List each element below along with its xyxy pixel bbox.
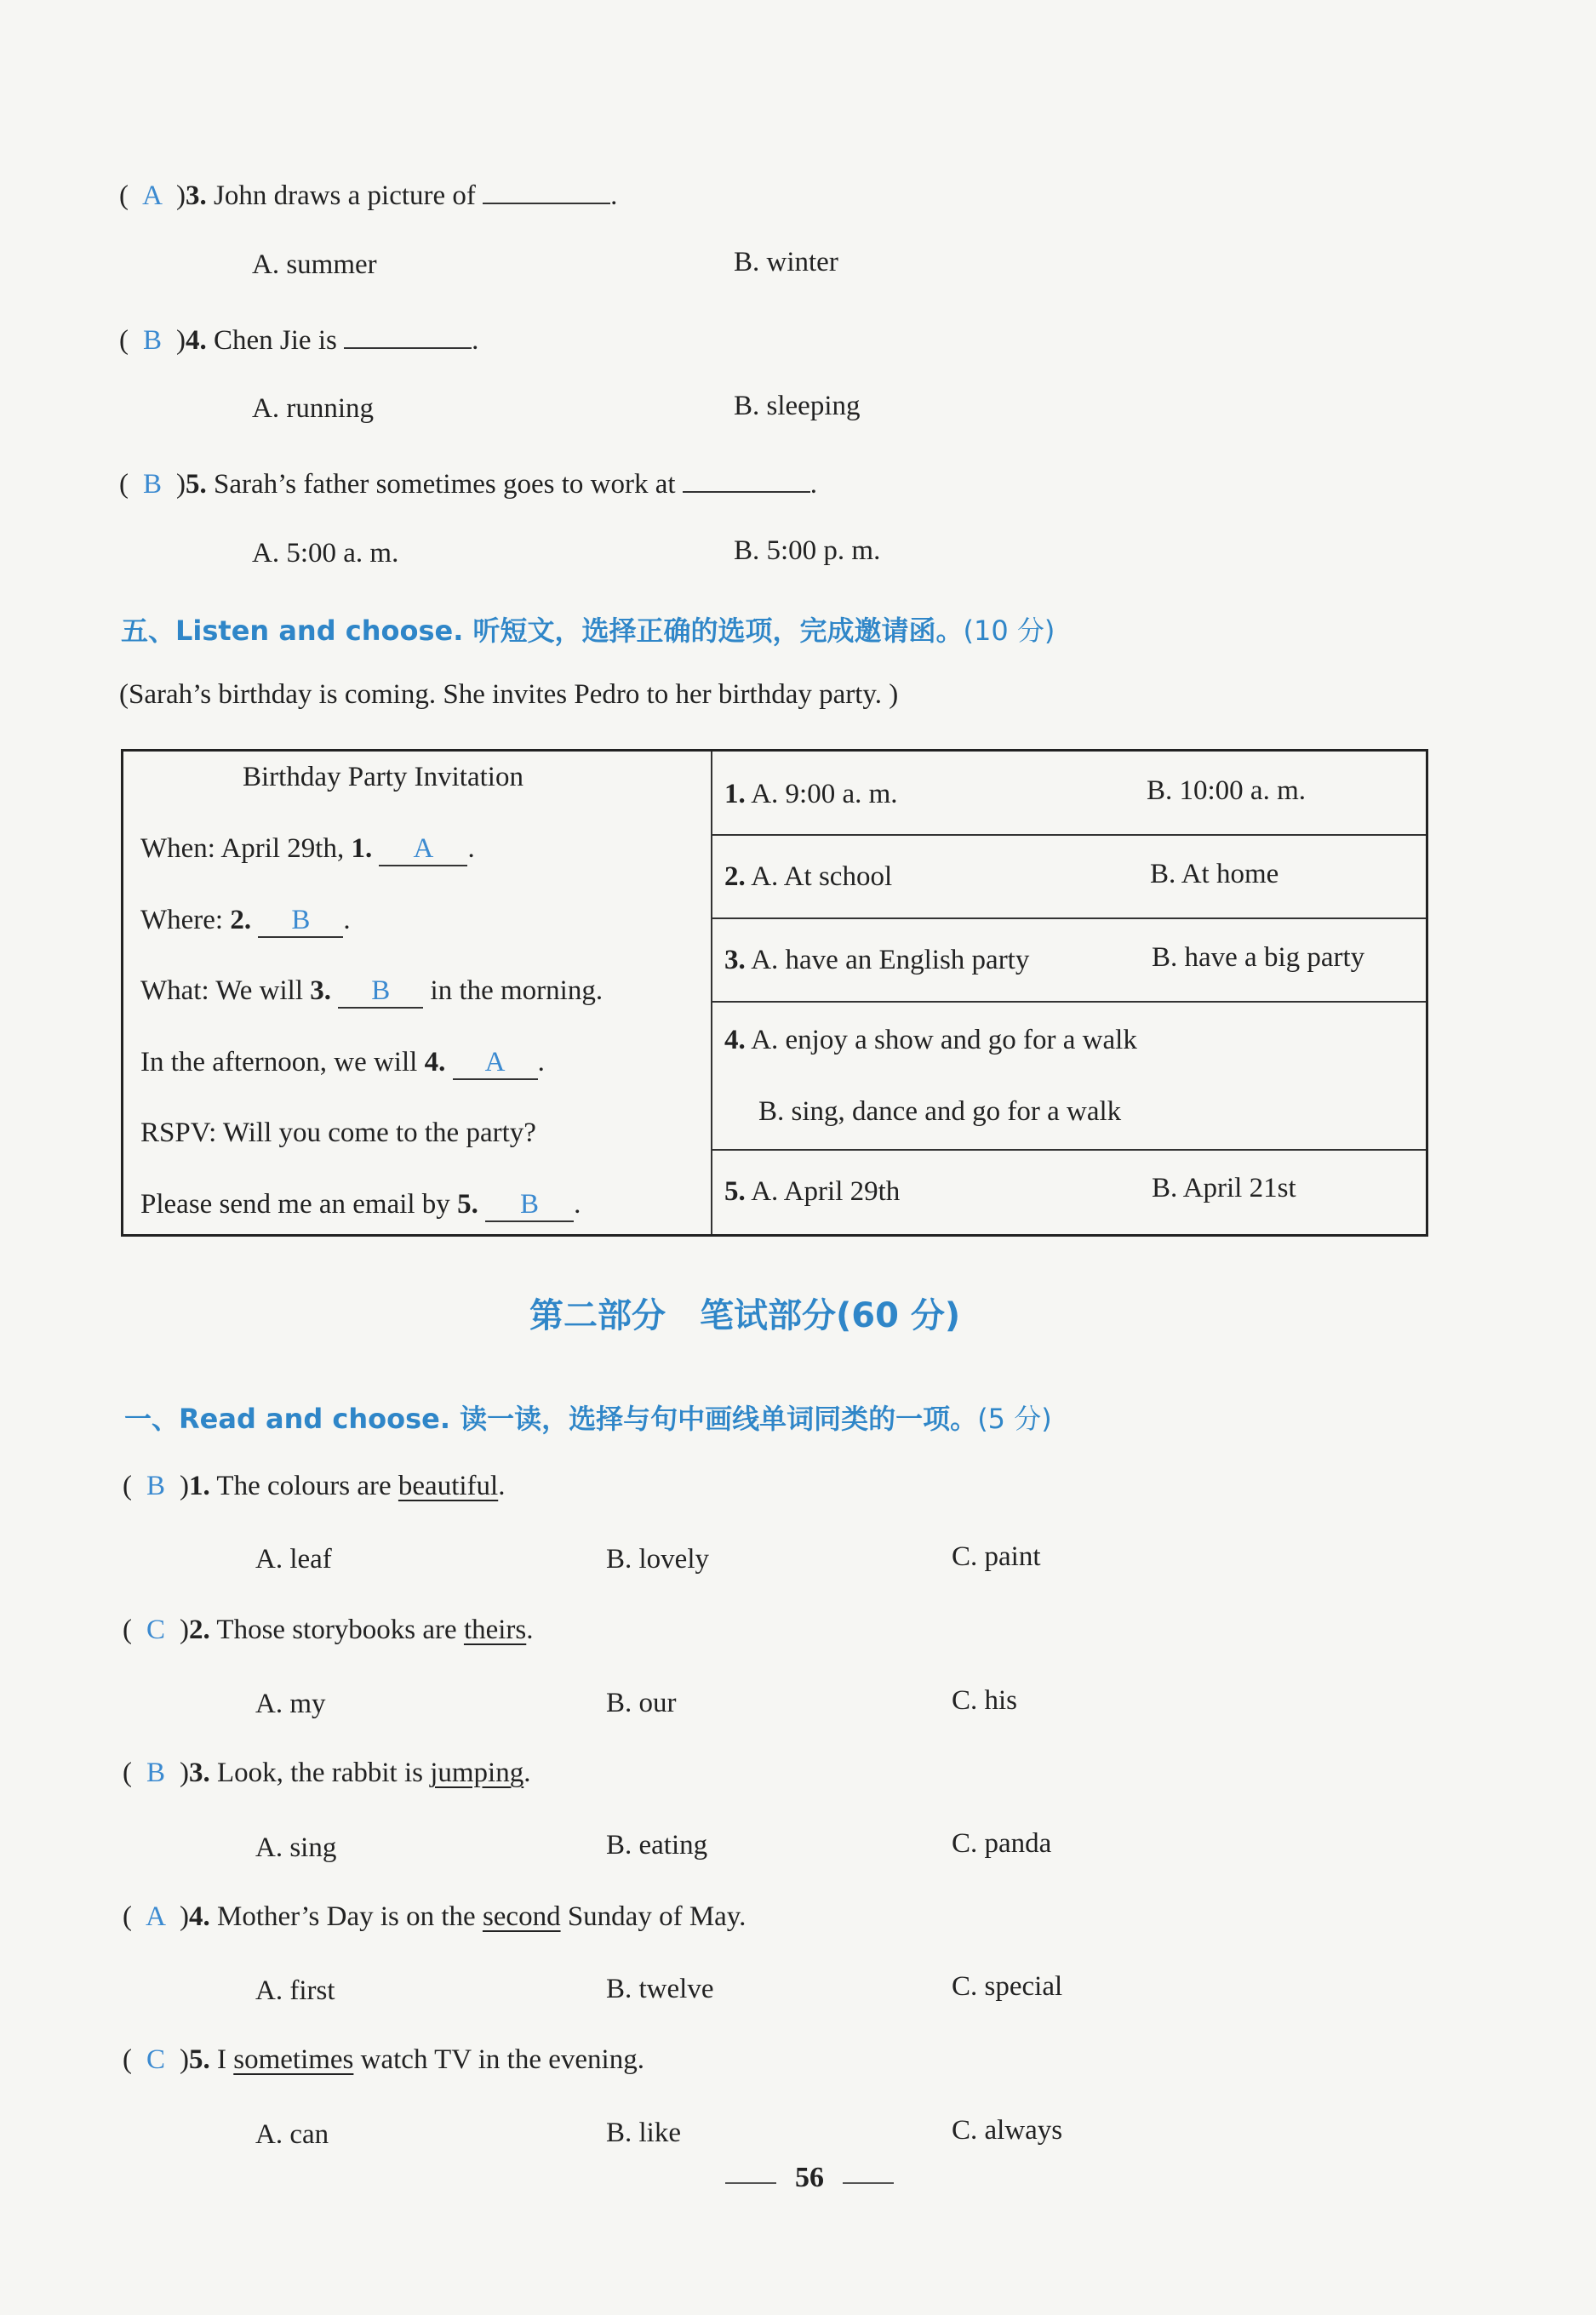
fill-blank-2: B <box>258 905 343 938</box>
underlined-word: beautiful <box>398 1471 499 1501</box>
option-row-4: 4. A. enjoy a show and go for a walk B. sing, dance and go for a walk <box>712 1002 1427 1150</box>
option-c: C. special <box>952 1971 1063 2002</box>
option-b: B. lovely <box>606 1544 709 1575</box>
read-question-1: ( B )1. The colours are beautiful. <box>123 1471 506 1501</box>
answer-mark: C <box>146 2044 165 2075</box>
answer-mark: B <box>146 1471 165 1501</box>
answer-mark: A <box>146 1901 166 1932</box>
option-a: A. can <box>255 2119 329 2150</box>
option-a: A. first <box>255 1975 335 2006</box>
answer-mark: B <box>142 325 162 356</box>
question-3: ( A )3. John draws a picture of . <box>119 177 617 212</box>
option-c: C. his <box>952 1685 1018 1716</box>
fill-blank-3: B <box>338 975 423 1009</box>
answer-blank <box>344 322 472 349</box>
option-c: C. always <box>952 2115 1063 2146</box>
invitation-card <box>123 751 712 1236</box>
option-a: A. 5:00 a. m. <box>252 538 399 569</box>
option-b: B. twelve <box>606 1974 714 2004</box>
option-b: B. winter <box>734 247 838 277</box>
fill-blank-4: A <box>453 1047 538 1080</box>
answer-mark: B <box>146 1758 165 1788</box>
answer-mark: C <box>146 1615 165 1645</box>
invitation-what: What: We will 3. B in the morning. <box>140 975 603 1009</box>
option-b: B. like <box>606 2118 681 2148</box>
fill-blank-5: B <box>485 1189 574 1222</box>
invitation-afternoon: In the afternoon, we will 4. A . <box>140 1047 545 1080</box>
section-5-context: (Sarah’s birthday is coming. She invites Pedro to her birthday party. ) <box>119 679 899 710</box>
page-number: 56 <box>706 2162 912 2194</box>
question-5: ( B )5. Sarah’s father sometimes goes to work at . <box>119 466 817 500</box>
invitation-where: Where: 2. B . <box>140 905 351 938</box>
part-2-title: 第二部分 笔试部分(60 分) <box>529 1296 961 1335</box>
option-b: B. sleeping <box>734 391 861 421</box>
invitation-table <box>121 749 1428 1237</box>
underlined-word: theirs <box>463 1615 527 1645</box>
invitation-email: Please send me an email by 5. B . <box>140 1189 581 1222</box>
section-1-title: 一、Read and choose. 读一读，选择与句中画线单词同类的一项。(5 分) <box>124 1403 1052 1435</box>
answer-blank <box>483 177 610 204</box>
option-c: C. panda <box>952 1828 1052 1859</box>
option-a: A. leaf <box>255 1544 332 1575</box>
underlined-word: sometimes <box>233 2044 354 2075</box>
read-question-4: ( A )4. Mother’s Day is on the second Sunday of May. <box>123 1901 747 1932</box>
read-question-5: ( C )5. I sometimes watch TV in the evening. <box>123 2044 644 2075</box>
option-a: A. summer <box>252 249 377 280</box>
option-row-2: 2. A. At school B. At home <box>712 835 1427 918</box>
option-a: A. running <box>252 393 374 424</box>
option-a: A. my <box>255 1689 326 1719</box>
option-c: C. paint <box>952 1541 1041 1572</box>
option-row-5: 5. A. April 29th B. April 21st <box>712 1150 1427 1236</box>
answer-mark: A <box>142 180 163 211</box>
option-b: B. eating <box>606 1830 708 1861</box>
option-row-1: 1. A. 9:00 a. m. B. 10:00 a. m. <box>712 751 1427 836</box>
invitation-heading: Birthday Party Invitation <box>243 762 523 792</box>
answer-blank <box>683 466 810 493</box>
underlined-word: jumping <box>430 1758 524 1788</box>
divider <box>843 2182 894 2184</box>
section-5-title: 五、Listen and choose. 听短文，选择正确的选项，完成邀请函。(10 分) <box>121 614 1055 647</box>
option-b: B. 5:00 p. m. <box>734 535 881 566</box>
divider <box>725 2182 776 2184</box>
invitation-when: When: April 29th, 1. A . <box>140 833 475 866</box>
question-4: ( B )4. Chen Jie is . <box>119 322 478 357</box>
invitation-rspv: RSPV: Will you come to the party? <box>140 1117 536 1148</box>
option-b: B. our <box>606 1688 677 1718</box>
underlined-word: second <box>482 1901 561 1932</box>
option-row-3: 3. A. have an English party B. have a big party <box>712 918 1427 1002</box>
option-a: A. sing <box>255 1832 337 1863</box>
fill-blank-1: A <box>379 833 467 866</box>
answer-mark: B <box>142 469 162 500</box>
read-question-3: ( B )3. Look, the rabbit is jumping. <box>123 1758 531 1788</box>
read-question-2: ( C )2. Those storybooks are theirs. <box>123 1615 534 1645</box>
